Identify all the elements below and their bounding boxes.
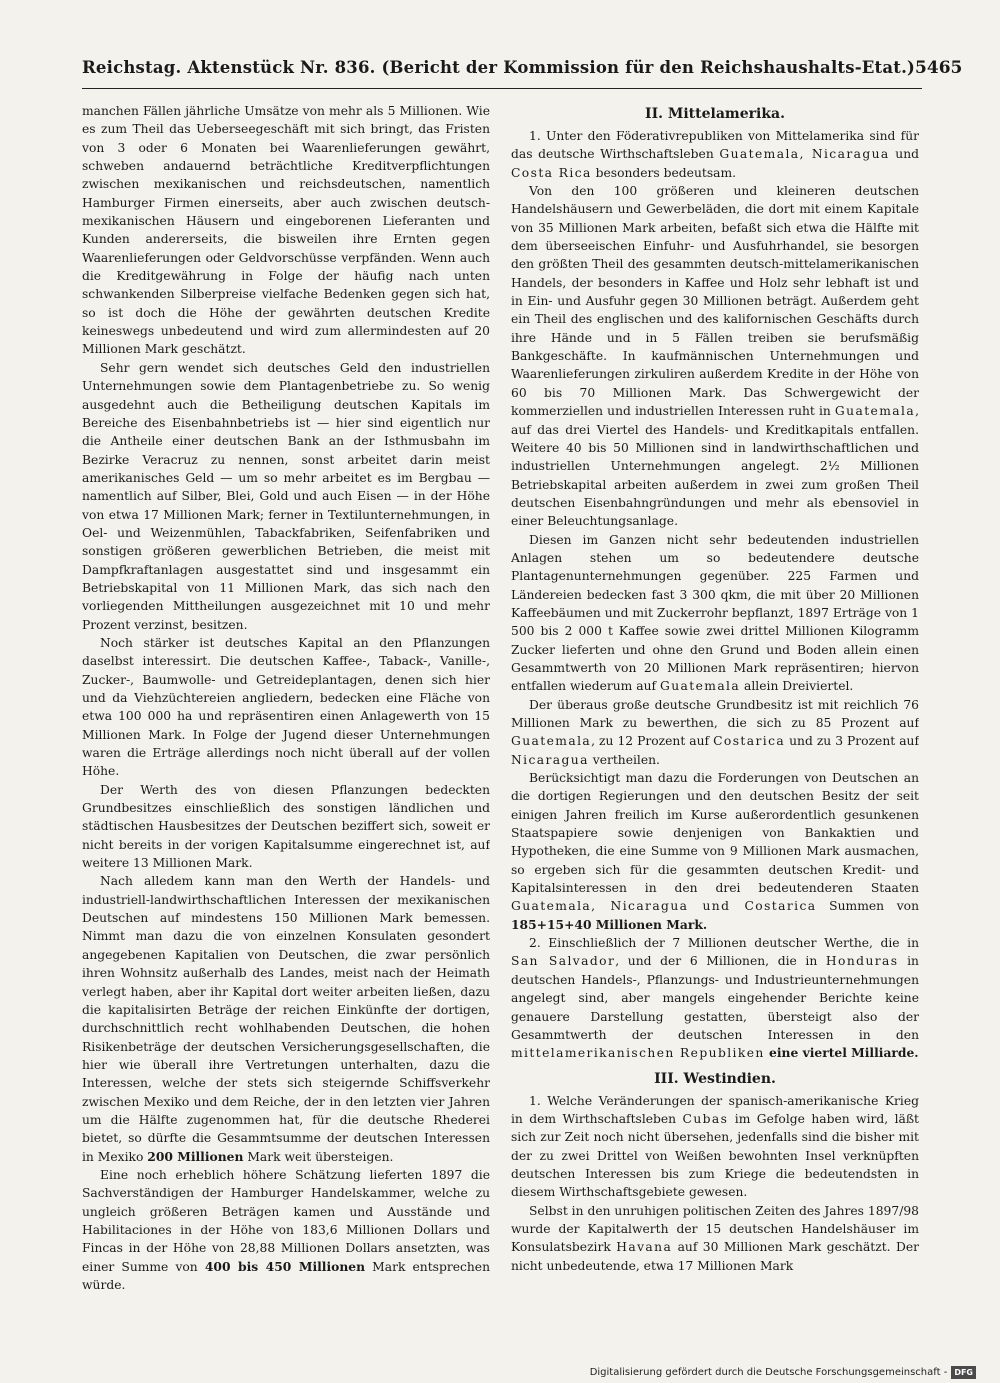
paragraph [82,872,490,1166]
paragraph-text: allein Dreiviertel. [740,679,854,694]
bold-amount: eine viertel Milliarde. [764,1045,919,1061]
spaced-name: mittelamerikanischen Republiken [511,1046,765,1061]
section-heading-westindien: III. Westindien. [654,1070,776,1087]
paragraph: Sehr gern wendet sich deutsches Geld den industriellen Unternehmungen sowie dem Plantagenbetriebe zu. So wenig ausgedehnt auch die Betheiligung deutschen Kapitals im Bereiche des Eisenbahnbetriebs ist — hier sind eigentlich nur die Antheile einer deutschen Bank an der Isthmusbahn im Bezirke Veracruz zu nennen, sonst arbeitet darin meist amerikanisches Geld — um so mehr arbeitet es im Bergbau — namentlich auf Silber, Blei, Gold und auch Eisen — in der Höhe von etwa 17 Millionen Mark; ferner in Textilunternehmungen, in Oel- und Weizenmühlen, Tabackfabriken, Seifenfabriken und sonstigen größeren gewerblichen Betrieben, die meist mit Dampfkraftanlagen ausgestattet sind und insgesammt ein Betriebskapital von 11 Millionen Mark, das sich nach den vorliegenden Mittheilungen ausgezeichnet mit 10 und mehr Prozent verzinst, besitzen. [82,360,490,632]
right-column [511,102,919,1297]
paragraph [511,769,919,934]
paragraph-text: vertheilen. [588,752,660,767]
spaced-name: Costa Rica [511,165,592,180]
paragraph [511,127,919,182]
paragraph-text: Nach alledem kann man den Werth der Handels- und industriell-landwirthschaftlichen Interessen der mexikanischen Deutschen auf mindestens 150 Millionen Mark bemessen. Nimmt man dazu die von einzelnen Konsulaten gesondert angegebenen Kapitalien von Deutschen, die zwar persönlich ihren Wohnsitz außerhalb des Landes, meist nach der Heimath verlegt haben, aber ihr Kapital dort weiter arbeiten ließen, dazu die kapitalisirten Beträge der reichen Einkünfte der dortigen, durchschnittlich recht wohlhabenden Deutschen, die hohen Risikenbeträge der deutschen Versicherungsgesellschaften, die hier wie überall ihre Vertretungen unterhalten, dazu die Interessen, welche der stets sich steigernde Schiffsverkehr zwischen Mexiko und dem Reiche, der in den letzten vier Jahren um die Hälfte zugenommen hat, für die deutsche Rhederei bietet, so dürfte die Gesammtsumme der deutschen Interessen in Mexiko [82,874,490,1164]
spaced-name: Cubas [682,1111,729,1126]
spaced-name: San Salvador [511,954,616,969]
paragraph-text: und zu 3 Prozent auf [785,734,919,749]
dfg-logo: DFG [951,1366,976,1379]
paragraph-text: , zu 12 Prozent auf [591,734,714,749]
paragraph-text: und [889,147,919,162]
paragraph-text: Selbst in den unruhigen politischen Zeiten des Jahres 1897/98 wurde der Kapitalwerth der 15 deutschen Handelshäuser im Konsulatsbezirk [511,1203,919,1255]
page-header [82,58,963,88]
paragraph-text: Mark entsprechen würde. [82,1259,490,1292]
paragraph: Der Werth des von diesen Pflanzungen bedeckten Grundbesitzes einschließlich des sonstigen ländlichen und städtischen Hausbesitzes der Deutschen beziffert sich, soweit er nicht bereits in der vorigen Kapitalsumme eingerechnet ist, auf weitere 13 Millionen Mark. [82,782,490,871]
paragraph-text: 1. Unter den Föderativrepubliken von Mittelamerika sind für das deutsche Wirthschaftsleben [511,129,919,162]
paragraph-text: besonders bedeutsam. [591,165,737,180]
spaced-name: Nicaragua [511,752,589,767]
paragraph-text: auf 30 Millionen Mark geschätzt. Der nicht unbedeutende, etwa 17 Millionen Mark [511,1240,919,1273]
paragraph [511,1202,919,1275]
spaced-name: Guatemala [511,734,592,749]
digitization-footer [590,1364,976,1380]
paragraph-text: Eine noch erheblich höhere Schätzung lieferten 1897 die Sachverständigen der Hamburger Handelskammer, welche zu ungleich größeren Beträgen kamen und Ausstände und Habilitaciones in der Höhe von 183,6 Millionen Dollars und Fincas in der Höhe von 28,88 Millionen Dollars ansetzten, was einer Summe von [82,1167,490,1274]
footer-text: Digitalisierung gefördert durch die Deutsche Forschungsgemeinschaft - [589,1366,948,1378]
spaced-name: Guatemala [834,404,916,419]
paragraph-text: Mark weit übersteigen. [243,1149,394,1164]
paragraph [511,182,919,531]
bold-amount: 185+15+40 Millionen Mark. [511,916,708,932]
spaced-name: Havana [616,1240,673,1255]
spaced-name: Guatemala [659,679,741,694]
paragraph [82,1166,490,1294]
paragraph-text: Berücksichtigt man dazu die Forderungen von Deutschen an die dortigen Regierungen und den deutschen Besitz der seit einigen Jahren freilich im Kurse außerordentlich gesunkenen Staatspapiere sowie denjenigen von Bankaktien und Hypotheken, die eine Summe von 9 Millionen Mark ausmachen, so ergeben sich für die gesammten deutschen Kredit- und Kapitalsinteressen in den drei bedeutenderen Staaten [511,771,919,896]
paragraph-text: Von den 100 größeren und kleineren deutschen Handelshäusern und Gewerbeläden, die dort mit einem Kapitale von 35 Millionen Mark arbeiten, befaßt sich etwa die Hälfte mit dem überseeischen Einfuhr- und Ausfuhrhandel, sie besorgen den größten Theil des gesammten deutsch-mittelamerikanischen Handels, der besonders in Kaffee und Holz sehr lebhaft ist und in Ein- und Ausfuhr gegen 30 Millionen beträgt. Außerdem geht ein Theil des englischen und des kalifornischen Geschäfts durch ihre Hände und in 5 Fällen treiben sie berufsmäßig Bankgeschäfte. In kaufmännischen Unternehmungen und Waarenlieferungen zirkuliren außerdem Kredite in der Höhe von 60 bis 70 Millionen Mark. Das Schwergewicht der kommerziellen und industriellen Interessen ruht in [511,184,919,419]
paragraph-text: 2. Einschließlich der 7 Millionen deutscher Werthe, die in [529,936,919,951]
paragraph-text: im Gefolge haben wird, läßt sich zur Zeit noch nicht übersehen, jedenfalls sind die bisher mit der zu zwei Drittel von Weißen bewohnten Insel verknüpften deutschen Interessen bis zum Kriege die bedeutendsten in diesem Wirthschaftsgebiete gewesen. [511,1111,919,1200]
paragraph [511,934,919,1062]
bold-amount: 200 Millionen [147,1148,244,1164]
paragraph-text: Diesen im Ganzen nicht sehr bedeutenden industriellen Anlagen stehen um so bedeutendere deutsche Plantagenunternehmungen gegenüber. 225 Farmen und Ländereien bedecken fast 3 300 qkm, die mit über 20 Millionen Kaffeebäumen und mit Zuckerrohr bepflanzt, 1897 Erträge von 1 500 bis 2 000 t Kaffee sowie zwei drittel Millionen Kilogramm Zucker lieferten und ohne den Grund und Boden allein einen Gesammtwerth von 20 Millionen Mark repräsentiren; hiervon entfallen wiederum auf [511,532,919,694]
header-rule [82,88,922,89]
paragraph-text: 1. Welche Veränderungen der spanisch-amerikanische Krieg in dem Wirthschaftsleben [511,1093,919,1126]
paragraph-text: , auf das drei Viertel des Handels- und Kreditkapitals entfallen. Weitere 40 bis 50 Millionen sind in landwirthschaftlichen und industriellen Unternehmungen angelegt. 2½ Millionen Betriebskapital arbeiten außerdem in zwei zum großen Theil deutschen Eisenbahngründungen und mehr als ebensoviel in einer Beleuchtungsanlage. [511,404,919,529]
paragraph: manchen Fällen jährliche Umsätze von mehr als 5 Millionen. Wie es zum Theil das Ueberseegeschäft mit sich bringt, das Fristen von 3 oder 6 Monaten bei Waarenlieferungen gewährt, schweben andauernd beträchtliche Kreditverpflichtungen zwischen mexikanischen und reichsdeutschen, namentlich Hamburger Firmen einerseits, aber auch zwischen deutsch-mexikanischen Häusern und eingeborenen Lieferanten und Kunden andererseits, die bisweilen ihre Ernten gegen Waarenlieferungen oder Geldvorschüsse verpfänden. Wenn auch die Kreditgewährung in Folge der häufig nach unten schwankenden Silberpreise vielfache Bedenken gegen sich hat, so ist doch die Höhe der gewährten deutschen Kredite keineswegs unbedeutend und wird zum allermindesten auf 20 Millionen Mark geschätzt. [82,104,490,357]
paragraph-text: Summen von [816,899,919,914]
paragraph-text: Der überaus große deutsche Grundbesitz ist mit reichlich 76 Millionen Mark zu bewerthen, die sich zu 85 Prozent auf [511,697,919,730]
spaced-name: Honduras [825,954,899,969]
spaced-name: Guatemala, Nicaragua [719,147,890,162]
spaced-name: Costarica [713,734,786,749]
left-column [82,102,490,1297]
section-heading-mittelamerika: II. Mittelamerika. [645,106,785,122]
paragraph-text: , und der 6 Millionen, die in [615,954,826,969]
paragraph: Noch stärker ist deutsches Kapital an den Pflanzungen daselbst interessirt. Die deutschen Kaffee-, Taback-, Vanille-, Zucker-, Baumwolle- und Getreideplantagen, denen sich hier und da Viehzüchtereien angliedern, bedecken eine Fläche von etwa 100 000 ha und repräsentiren einen Anlagewerth von 15 Millionen Mark. In Folge der Jugend dieser Unternehmungen waren die Erträge allerdings noch nicht überall auf der vollen Höhe. [82,635,490,779]
bold-amount: 400 bis 450 Millionen [204,1258,366,1274]
paragraph-text: in deutschen Handels-, Pflanzungs- und Industrieunternehmungen angelegt sind, aber mangels eingehender Berichte keine genauere Darstellung gestatten, übersteigt also der Gesammtwerth der deutschen Interessen in den [511,954,919,1042]
paragraph [511,531,919,696]
paragraph [511,1092,919,1202]
running-title: Reichstag. Aktenstück Nr. 836. (Bericht der Kommission für den Reichshaushalts-Etat.) [82,58,916,77]
spaced-name: Guatemala, Nicaragua und Costarica [511,899,817,914]
page-number: 5465 [915,58,963,78]
paragraph [511,696,919,769]
